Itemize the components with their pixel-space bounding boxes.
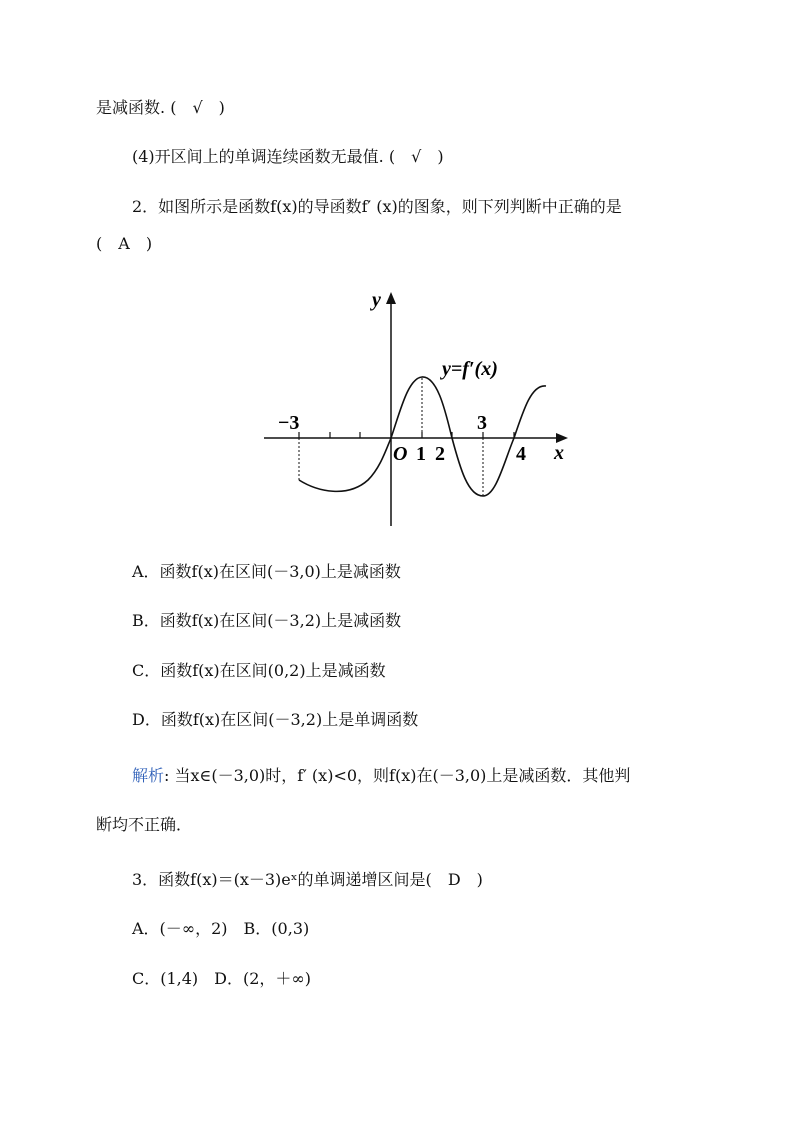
tick-label-4: 4 <box>516 443 526 465</box>
y-axis-arrow <box>386 292 396 304</box>
tick-label-neg3: −3 <box>278 412 300 434</box>
q3-stem-text: 3．函数f(x)＝(x－3)eˣ的单调递增区间是( <box>132 870 432 889</box>
q3-answer: D <box>447 870 461 889</box>
q2-stem: 2．如图所示是函数f(x)的导函数f′ (x)的图象，则下列判断中正确的是 <box>132 197 622 216</box>
q2-analysis-line2: 断均不正确． <box>96 815 193 834</box>
q2-option-a: A．函数f(x)在区间(－3,0)上是减函数 <box>132 562 401 581</box>
q2-option-c: C．函数f(x)在区间(0,2)上是减函数 <box>132 661 386 680</box>
q1-line4-answer: √ <box>411 147 422 166</box>
q1-line3-text: 是减函数. <box>96 98 166 117</box>
y-axis-label: y <box>372 289 381 311</box>
q1-statement-3-tail <box>96 97 225 119</box>
q2-bracket-close: ) <box>129 234 153 253</box>
q1-line3-bracket-close: ) <box>202 98 225 117</box>
analysis-label: 解析 <box>132 766 165 785</box>
q1-line4-text: (4)开区间上的单调连续函数无最值. <box>132 147 384 166</box>
x-axis-label: x <box>554 442 564 464</box>
q2-option-d: D．函数f(x)在区间(－3,2)上是单调函数 <box>132 710 419 729</box>
q2-bracket-open: ( <box>96 234 119 253</box>
q3-options-row-2: C．(1,4) D．(2，＋∞) <box>132 969 311 988</box>
q3-bracket-pad <box>432 870 448 889</box>
origin-label: O <box>393 443 408 465</box>
function-label: y=f′(x) <box>442 358 498 380</box>
tick-label-1: 1 <box>416 443 426 465</box>
q1-line3-answer: √ <box>192 98 203 117</box>
q1-statement-4 <box>132 146 444 168</box>
tick-label-3: 3 <box>477 412 487 434</box>
q1-line4-bracket-close: ) <box>421 147 444 166</box>
q2-analysis <box>132 765 630 787</box>
q1-line4-bracket: ( <box>388 147 412 166</box>
q3-options-row-1: A．(－∞，2) B．(0,3) <box>132 919 310 938</box>
q2-answer-line <box>96 233 152 255</box>
tick-label-2: 2 <box>435 443 445 465</box>
q1-line3-bracket: ( <box>170 98 193 117</box>
analysis-text-1: : 当x∈(－3,0)时，f′ (x)<0，则f(x)在(－3,0)上是减函数．其他判 <box>164 766 631 785</box>
q2-option-b: B．函数f(x)在区间(－3,2)上是减函数 <box>132 611 402 630</box>
q3-stem <box>132 869 483 891</box>
q3-bracket-close: ) <box>460 870 483 889</box>
q2-answer: A <box>118 234 130 253</box>
derivative-graph <box>256 284 576 534</box>
